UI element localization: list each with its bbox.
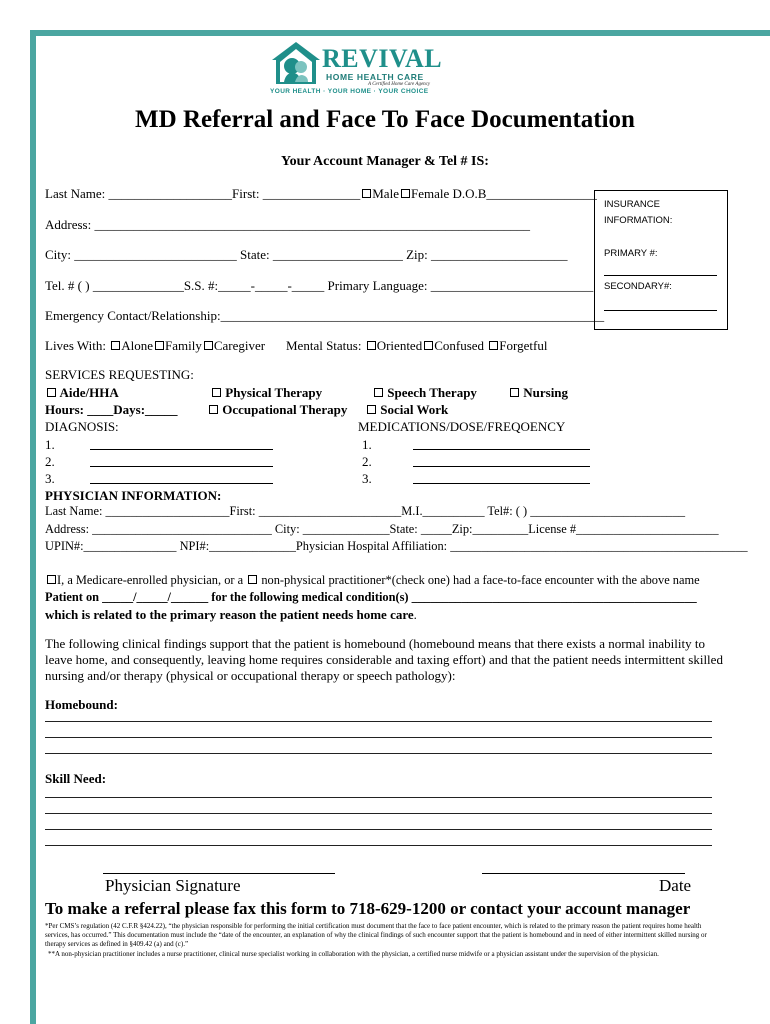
- physician-ids-field[interactable]: UPIN#:_______________ NPI#:______________Physician Hospital Affiliation: ________________________________________________: [45, 539, 748, 553]
- attestation-period: .: [413, 607, 417, 622]
- aide-checkbox[interactable]: [47, 388, 56, 397]
- revival-logo: [270, 40, 443, 96]
- physician-signature-line[interactable]: [103, 873, 335, 874]
- aide-label: Aide/HHA: [59, 385, 119, 400]
- nursing-option: [508, 385, 568, 401]
- insurance-title-2: INFORMATION:: [604, 215, 673, 226]
- diagnosis-1-num: 1.: [45, 437, 55, 452]
- lives-with-row: [45, 338, 265, 354]
- npp-checkbox[interactable]: [248, 575, 257, 584]
- family-label: Family: [165, 338, 202, 353]
- primary-input-line[interactable]: [604, 275, 717, 276]
- attestation-line-1: [45, 573, 700, 588]
- page-title: MD Referral and Face To Face Documentation: [135, 106, 635, 133]
- physician-address-field[interactable]: Address: _____________________________ City: ______________State: _____Zip:_________License #_______________________: [45, 522, 719, 536]
- pt-label: Physical Therapy: [225, 385, 323, 400]
- pt-option: [210, 385, 322, 401]
- physician-signature-label: Physician Signature: [105, 876, 241, 895]
- ot-option: [207, 402, 347, 418]
- diagnosis-label: DIAGNOSIS:: [45, 419, 119, 434]
- fax-instructions: To make a referral please fax this form to 718-629-1200 or contact your account manager: [45, 899, 691, 918]
- aide-option: [45, 385, 119, 401]
- patient-name-row: [45, 186, 597, 202]
- diagnosis-2-num: 2.: [45, 454, 55, 469]
- address-field[interactable]: Address: ___________________________________________________________________: [45, 217, 530, 232]
- secondary-label: SECONDARY#:: [604, 281, 672, 292]
- page-border-left: [30, 30, 36, 1024]
- medications-label: MEDICATIONS/DOSE/FREQOENCY: [358, 419, 566, 434]
- attestation-reason: which is related to the primary reason the patient needs home care: [45, 607, 414, 622]
- logo-subtitle: HOME HEALTH CARE: [326, 72, 424, 82]
- skill-need-label: Skill Need:: [45, 771, 107, 786]
- skill-line-4[interactable]: [45, 845, 712, 846]
- caregiver-label: Caregiver: [213, 338, 266, 353]
- physician-name-field[interactable]: Last Name: ____________________First: _______________________M.I.__________ Tel#: ( ) _________________________: [45, 504, 686, 518]
- pt-checkbox[interactable]: [212, 388, 221, 397]
- caregiver-checkbox[interactable]: [204, 341, 213, 350]
- physician-checkbox[interactable]: [47, 575, 56, 584]
- medication-1-num: 1.: [362, 437, 372, 452]
- ot-label: Occupational Therapy: [222, 402, 348, 417]
- tel-ssn-language-field[interactable]: Tel. # ( ) ______________S.S. #:_____-_____-_____ Primary Language: _________________________: [45, 278, 594, 293]
- skill-line-3[interactable]: [45, 829, 712, 830]
- st-option: [372, 385, 477, 401]
- homebound-line-3[interactable]: [45, 753, 712, 754]
- oriented-label: Oriented: [376, 338, 423, 353]
- logo-tagline: YOUR HEALTH · YOUR HOME · YOUR CHOICE: [270, 88, 429, 95]
- sw-checkbox[interactable]: [367, 405, 376, 414]
- logo-name: REVIVAL: [322, 44, 443, 73]
- female-dob-field[interactable]: Female D.O.B_________________: [410, 186, 597, 201]
- hours-days-field[interactable]: Hours: ____Days:_____: [45, 402, 178, 417]
- services-label: SERVICES REQUESTING:: [45, 367, 194, 382]
- footnote-npp: **A non-physician practitioner includes a nurse practitioner, clinical nurse specialist working in collaboration with the physician, a certified nurse midwife or a physician assistant under the supervision of the physician.: [48, 950, 659, 958]
- primary-label: PRIMARY #:: [604, 248, 658, 259]
- homebound-line-1[interactable]: [45, 721, 712, 722]
- diagnosis-3-num: 3.: [45, 471, 55, 486]
- st-label: Speech Therapy: [387, 385, 477, 400]
- nursing-label: Nursing: [523, 385, 569, 400]
- homebound-line-2[interactable]: [45, 737, 712, 738]
- medication-2-line[interactable]: [413, 466, 590, 467]
- attestation-line-3: [45, 607, 417, 623]
- house-heads-icon: [270, 40, 322, 86]
- medication-2-num: 2.: [362, 454, 372, 469]
- st-checkbox[interactable]: [374, 388, 383, 397]
- findings-paragraph: The following clinical findings support that the patient is homebound (homebound means that there exists a normal inability to leave home, and consequently, leaving home requires considerable and taxing effort) and that the patient needs intermittent skilled nursing and/or therapy (physical or occupational therapy or speech pathology):: [45, 636, 723, 683]
- patient-name-field[interactable]: Last Name: ___________________First: _______________: [45, 186, 361, 201]
- logo-tag: A Certified Home Care Agency: [368, 82, 431, 87]
- insurance-box: [594, 190, 728, 330]
- sw-option: [365, 402, 448, 418]
- emergency-contact-field[interactable]: Emergency Contact/Relationship:___________________________________________________________: [45, 308, 605, 323]
- medication-3-line[interactable]: [413, 483, 590, 484]
- mental-status-label: Mental Status:: [286, 338, 362, 353]
- date-line[interactable]: [482, 873, 685, 874]
- skill-line-2[interactable]: [45, 813, 712, 814]
- oriented-checkbox[interactable]: [367, 341, 376, 350]
- diagnosis-3-line[interactable]: [90, 483, 273, 484]
- female-checkbox[interactable]: [401, 189, 410, 198]
- page-border-top: [30, 30, 770, 36]
- male-label: Male: [372, 186, 399, 201]
- physician-info-label: PHYSICIAN INFORMATION:: [45, 488, 222, 503]
- forgetful-label: Forgetful: [499, 338, 548, 353]
- alone-label: Alone: [121, 338, 154, 353]
- medication-3-num: 3.: [362, 471, 372, 486]
- diagnosis-2-line[interactable]: [90, 466, 273, 467]
- skill-line-1[interactable]: [45, 797, 712, 798]
- homebound-label: Homebound:: [45, 697, 118, 712]
- date-label: Date: [659, 876, 692, 895]
- secondary-input-line[interactable]: [604, 310, 717, 311]
- mental-status-row: [286, 338, 547, 354]
- medication-1-line[interactable]: [413, 449, 590, 450]
- family-checkbox[interactable]: [155, 341, 164, 350]
- account-manager-line: Your Account Manager & Tel # IS:: [281, 154, 489, 169]
- diagnosis-1-line[interactable]: [90, 449, 273, 450]
- footnote-cms: *Per CMS’s regulation (42 C.F.R §424.22), “the physician responsible for performing the initial certification must document that the face to face patient encounter, which is related to the primary reason the patient requires home health services, has occurred.” This documentation must include the “date of the encounter, an explanation of why the clinical findings of such encounter support that the patient is homebound and in need of either intermittent skilled nursing or therapy services as defined in §409.42 (a) and (c).”: [45, 922, 707, 948]
- male-checkbox[interactable]: [362, 189, 371, 198]
- nursing-checkbox[interactable]: [510, 388, 519, 397]
- attestation-text-a: I, a Medicare-enrolled physician, or a: [57, 573, 244, 587]
- attestation-text-b: non-physical practitioner*(check one) had a face-to-face encounter with the above name: [261, 573, 700, 587]
- lives-with-label: Lives With:: [45, 338, 106, 353]
- sw-label: Social Work: [380, 402, 449, 417]
- confused-label: Confused: [434, 338, 485, 353]
- ot-checkbox[interactable]: [209, 405, 218, 414]
- forgetful-checkbox[interactable]: [489, 341, 498, 350]
- confused-checkbox[interactable]: [424, 341, 433, 350]
- encounter-date-field[interactable]: Patient on _____/_____/______ for the following medical condition(s) ______________________________________________: [45, 590, 697, 604]
- insurance-title-1: INSURANCE: [604, 199, 660, 210]
- city-state-zip-field[interactable]: City: _________________________ State: ____________________ Zip: _____________________: [45, 247, 568, 262]
- alone-checkbox[interactable]: [111, 341, 120, 350]
